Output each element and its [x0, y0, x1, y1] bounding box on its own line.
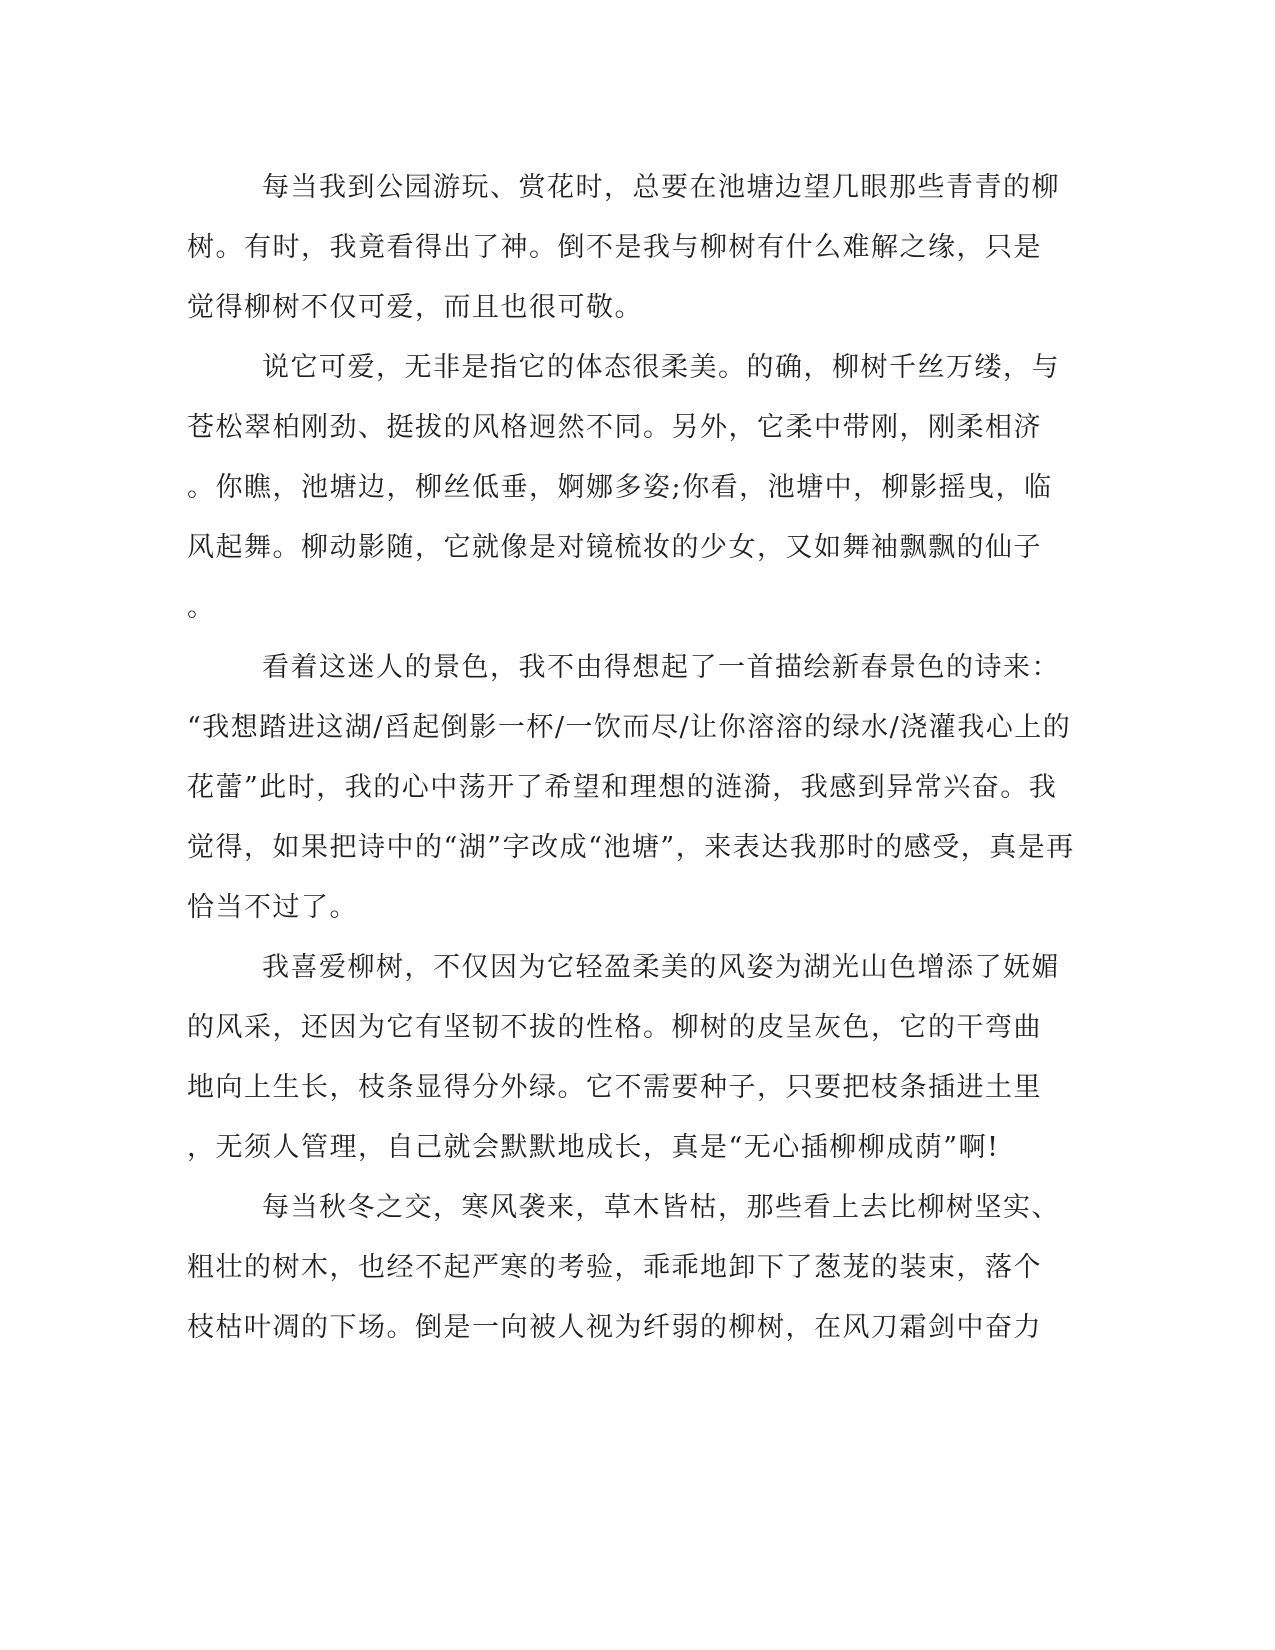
- text-line: 。: [187, 592, 216, 623]
- text-line: 我喜爱柳树，不仅因为它轻盈柔美的风姿为湖光山色增添了妩媚: [262, 952, 1060, 983]
- text-line: 恰当不过了。: [187, 892, 358, 923]
- text-line: 地向上生长，枝条显得分外绿。它不需要种子，只要把枝条插进土里: [187, 1072, 1042, 1103]
- text-line: 粗壮的树木，也经不起严寒的考验，乖乖地卸下了葱茏的装束，落个: [187, 1252, 1042, 1283]
- text-line: ，无须人管理，自己就会默默地成长，真是“无心插柳柳成荫”啊!: [187, 1132, 1000, 1163]
- text-line: 风起舞。柳动影随，它就像是对镜梳妆的少女，又如舞袖飘飘的仙子: [187, 532, 1042, 563]
- text-line: 树。有时，我竟看得出了神。倒不是我与柳树有什么难解之缘，只是: [187, 232, 1042, 263]
- text-line: 枝枯叶凋的下场。倒是一向被人视为纤弱的柳树，在风刀霜剑中奋力: [187, 1312, 1042, 1343]
- text-line: 的风采，还因为它有坚韧不拔的性格。柳树的皮呈灰色，它的干弯曲: [187, 1012, 1042, 1043]
- text-line: 觉得柳树不仅可爱，而且也很可敬。: [187, 292, 643, 323]
- essay-body: [187, 162, 1087, 1362]
- text-line: 说它可爱，无非是指它的体态很柔美。的确，柳树千丝万缕，与: [262, 352, 1060, 383]
- text-line: 看着这迷人的景色，我不由得想起了一首描绘新春景色的诗来：: [262, 652, 1060, 683]
- text-line: 每当我到公园游玩、赏花时，总要在池塘边望几眼那些青青的柳: [262, 172, 1060, 203]
- text-line: 。你瞧，池塘边，柳丝低垂，婀娜多姿;你看，池塘中，柳影摇曳，临: [187, 472, 1053, 503]
- text-line: “我想踏进这湖/舀起倒影一杯/一饮而尽/让你溶溶的绿水/浇灌我心上的: [187, 712, 1072, 743]
- text-line: 觉得，如果把诗中的“湖”字改成“池塘”，来表达我那时的感受，真是再: [187, 832, 1075, 863]
- text-line: 每当秋冬之交，寒风袭来，草木皆枯，那些看上去比柳树坚实、: [262, 1192, 1060, 1223]
- text-line: 花蕾”此时，我的心中荡开了希望和理想的涟漪，我感到异常兴奋。我: [187, 772, 1058, 803]
- text-line: 苍松翠柏刚劲、挺拔的风格迥然不同。另外，它柔中带刚，刚柔相济: [187, 412, 1042, 443]
